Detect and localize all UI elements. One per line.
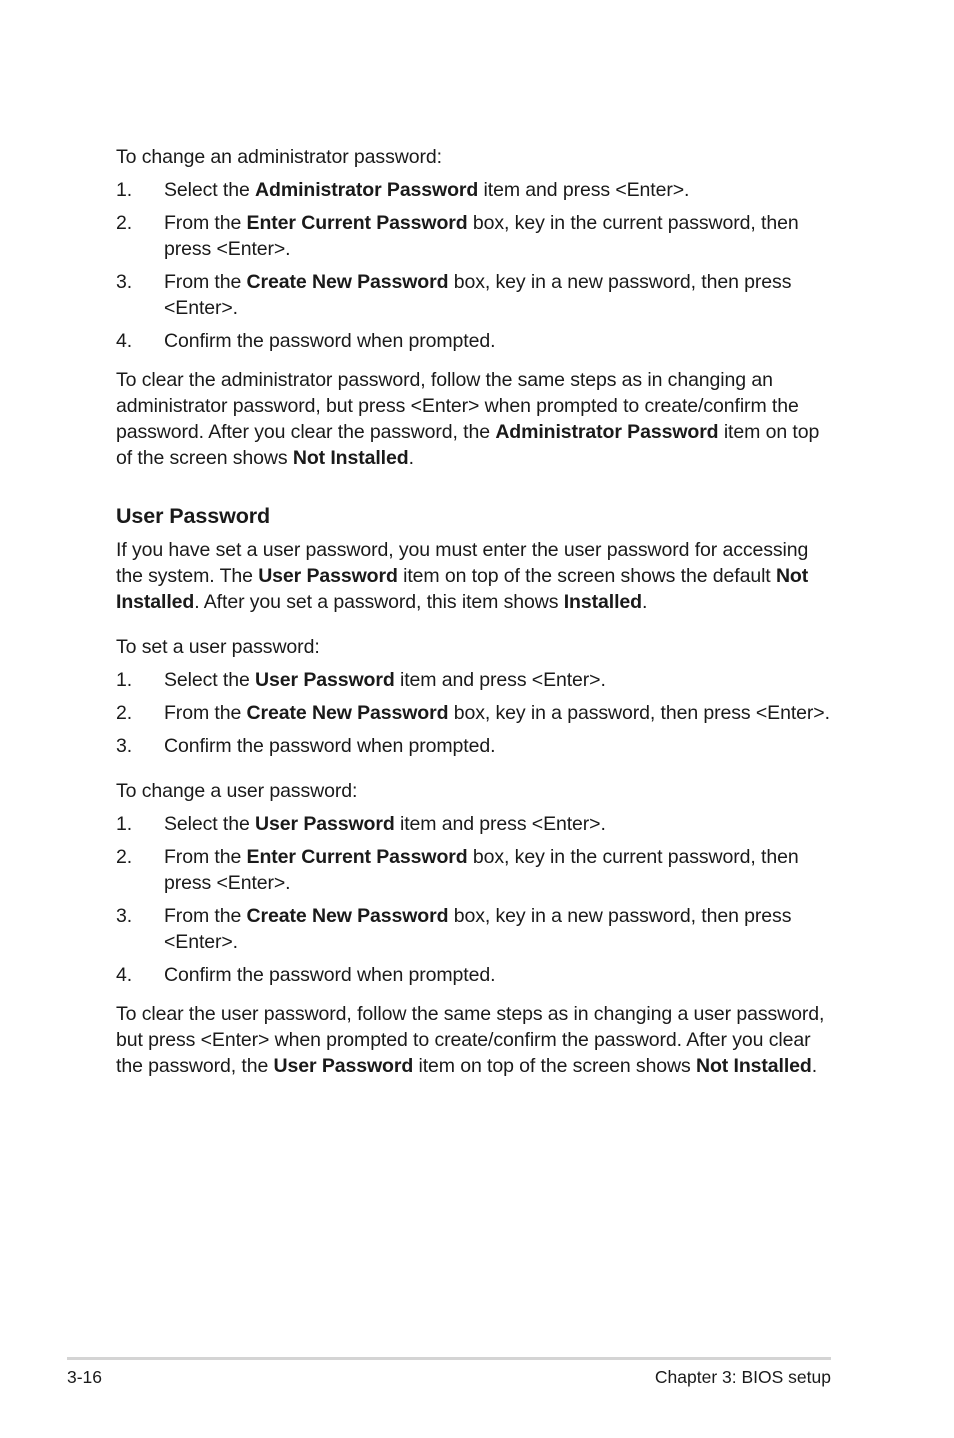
admin-clear-paragraph: To clear the administrator password, follow the same steps as in changing an administrator password, but press <Enter> when prompted to create/confirm the password. After you clear the password, the Administrator Password item on top of the screen shows Not Installed.: [116, 369, 820, 469]
bold-term: User Password: [258, 565, 398, 587]
bold-term: Create New Password: [246, 702, 449, 724]
step-text: From the Enter Current Password box, key in the current password, then press <Enter>.: [164, 212, 799, 260]
step-text: Select the Administrator Password item and press <Enter>.: [164, 179, 690, 201]
user-set-steps: [116, 667, 836, 759]
bold-term: Administrator Password: [495, 421, 719, 443]
step-text: From the Create New Password box, key in a password, then press <Enter>.: [164, 702, 830, 724]
step-text: From the Enter Current Password box, key in the current password, then press <Enter>.: [164, 846, 799, 894]
bold-term: Not Installed: [116, 565, 809, 613]
step-text: Confirm the password when prompted.: [164, 964, 496, 986]
step-item: [116, 269, 836, 321]
step-number: 1.: [116, 813, 133, 835]
bold-term: User Password: [273, 1055, 414, 1077]
step-text: From the Create New Password box, key in a new password, then press <Enter>.: [164, 905, 792, 953]
step-number: 2.: [116, 702, 133, 724]
admin-change-intro: To change an administrator password:: [116, 146, 442, 168]
bold-term: Administrator Password: [255, 179, 479, 201]
step-item: [116, 962, 836, 988]
step-text: Confirm the password when prompted.: [164, 735, 496, 757]
step-number: 4.: [116, 330, 133, 352]
user-set-intro: To set a user password:: [116, 636, 320, 658]
step-item: [116, 844, 836, 896]
bold-term: Not Installed: [292, 447, 409, 469]
step-text: Select the User Password item and press <Enter>.: [164, 669, 606, 691]
step-text: Select the User Password item and press <Enter>.: [164, 813, 606, 835]
bold-term: Create New Password: [246, 271, 449, 293]
step-number: 3.: [116, 735, 133, 757]
step-item: [116, 903, 836, 955]
chapter-title: Chapter 3: BIOS setup: [654, 1367, 831, 1387]
section-heading-user-password: User Password: [116, 504, 271, 528]
step-number: 1.: [116, 179, 133, 201]
step-number: 2.: [116, 212, 133, 234]
bold-term: Installed: [563, 591, 642, 613]
step-number: 4.: [116, 964, 133, 986]
bold-term: Create New Password: [246, 905, 449, 927]
user-change-intro: To change a user password:: [116, 780, 358, 802]
bold-term: Not Installed: [696, 1055, 812, 1077]
user-password-description: If you have set a user password, you must enter the user password for accessing the system. The User Password item on top of the screen shows the default Not Installed. After you set a password, this item shows Installed.: [116, 539, 809, 613]
step-item: [116, 733, 836, 759]
page-number: 3-16: [67, 1367, 103, 1387]
admin-change-steps: [116, 177, 836, 354]
step-text: Confirm the password when prompted.: [164, 330, 496, 352]
bold-term: User Password: [255, 669, 395, 691]
user-change-steps: [116, 811, 836, 988]
bold-term: Enter Current Password: [246, 212, 468, 234]
user-clear-paragraph: To clear the user password, follow the same steps as in changing a user password, but press <Enter> when prompted to create/confirm the password. After you clear the password, the User Password item on top of the screen shows Not Installed.: [116, 1003, 825, 1077]
step-item: [116, 177, 836, 203]
step-item: [116, 811, 836, 837]
step-number: 3.: [116, 271, 133, 293]
step-item: [116, 667, 836, 693]
page-content: [116, 144, 836, 1079]
step-item: [116, 328, 836, 354]
bold-term: User Password: [255, 813, 395, 835]
step-number: 2.: [116, 846, 133, 868]
step-item: [116, 700, 836, 726]
step-text: From the Create New Password box, key in a new password, then press <Enter>.: [164, 271, 792, 319]
step-item: [116, 210, 836, 262]
step-number: 3.: [116, 905, 133, 927]
bold-term: Enter Current Password: [246, 846, 468, 868]
footer-divider: [67, 1357, 831, 1360]
step-number: 1.: [116, 669, 133, 691]
